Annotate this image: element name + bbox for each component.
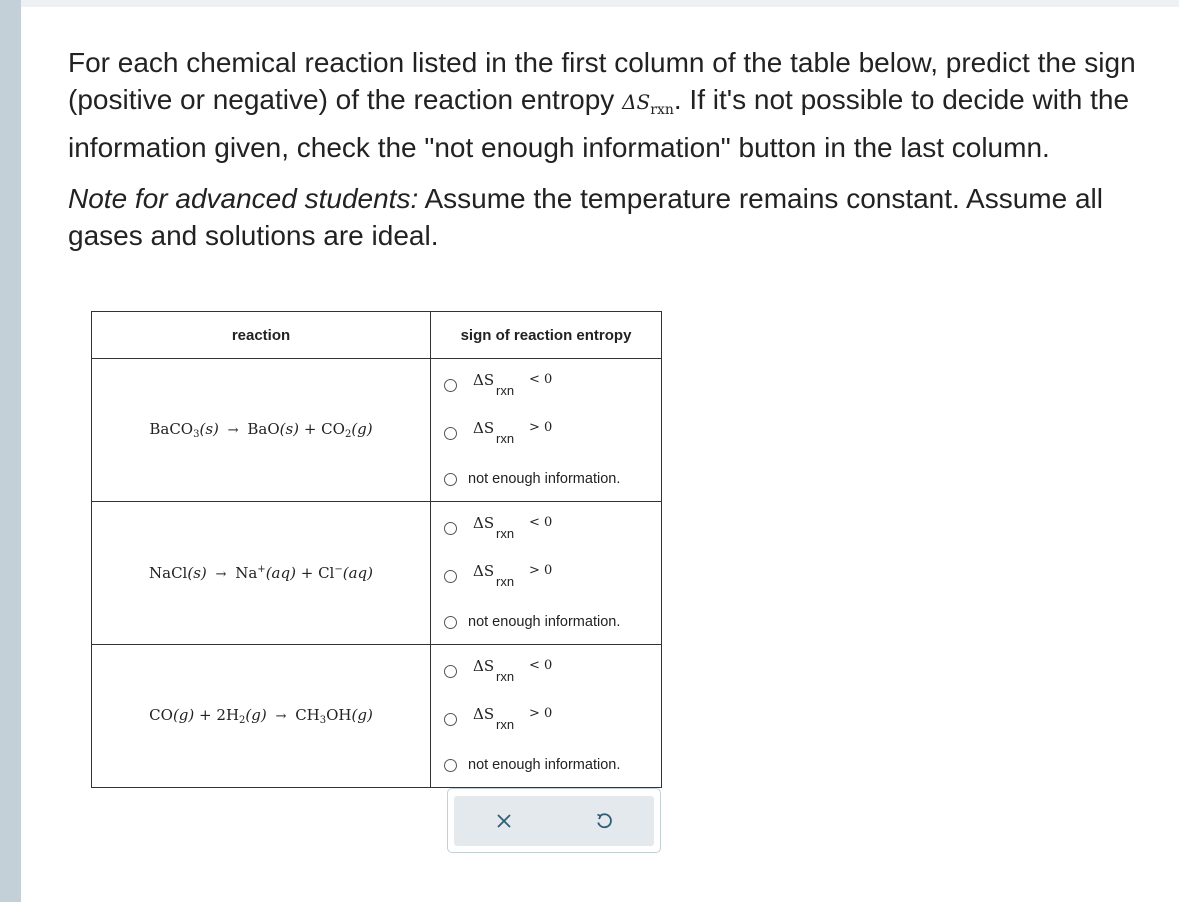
toolbar-inner bbox=[454, 796, 654, 846]
radio-button[interactable] bbox=[444, 379, 457, 392]
radio-button[interactable] bbox=[444, 427, 457, 440]
delta-s-rxn-symbol: $\Delta S_{rxn}$ bbox=[622, 90, 674, 118]
close-icon bbox=[496, 813, 512, 829]
reaction-1: BaCO$_3$(s) → $BaO(s) + CO_2(g)$ bbox=[92, 359, 431, 502]
radio-button[interactable] bbox=[444, 713, 457, 726]
option-positive[interactable]: ΔS rxn > 0 bbox=[444, 562, 553, 590]
reaction-table bbox=[91, 311, 662, 788]
option-negative[interactable]: ΔS rxn < 0 bbox=[444, 371, 553, 399]
radio-button[interactable] bbox=[444, 665, 457, 678]
option-negative[interactable]: ΔS rxn < 0 bbox=[444, 657, 553, 685]
radio-button[interactable] bbox=[444, 473, 457, 486]
answer-toolbar bbox=[447, 788, 661, 853]
option-not-enough-info[interactable]: not enough information. bbox=[444, 471, 620, 487]
top-strip bbox=[21, 0, 1179, 7]
radio-button[interactable] bbox=[444, 570, 457, 583]
table-row bbox=[92, 359, 662, 502]
arrow-icon: → bbox=[227, 423, 239, 438]
option-not-enough-info[interactable]: not enough information. bbox=[444, 757, 620, 773]
option-not-enough-info[interactable]: not enough information. bbox=[444, 614, 620, 630]
table-row bbox=[92, 645, 662, 788]
question-prompt bbox=[68, 44, 1148, 254]
table-row bbox=[92, 502, 662, 645]
option-negative[interactable]: ΔS rxn < 0 bbox=[444, 514, 553, 542]
undo-button[interactable] bbox=[554, 796, 654, 846]
note-paragraph: Note for advanced students: Assume the temperature remains constant. Assume all gases and solutions are ideal. bbox=[68, 183, 1103, 251]
left-sidebar-strip bbox=[0, 0, 21, 902]
sign-options-2 bbox=[431, 502, 662, 645]
clear-button[interactable] bbox=[454, 796, 554, 846]
header-reaction: reaction bbox=[92, 312, 431, 359]
instruction-paragraph: For each chemical reaction listed in the first column of the table below, predict the sign (positive or negative) of the reaction entropy $\Delta S_{rxn}$. If it's not possible to decide with the information given, check the "not enough information" button in the last column. bbox=[68, 47, 1136, 163]
reaction-2: NaCl(s) → Na+(aq) + Cl−(aq) bbox=[92, 502, 431, 645]
reaction-3: $CO(g) + 2H_2(g) \to CH_3OH(g)$ bbox=[92, 645, 431, 788]
option-positive[interactable]: ΔS rxn > 0 bbox=[444, 419, 553, 447]
header-sign: sign of reaction entropy bbox=[431, 312, 662, 359]
arrow-icon: → bbox=[275, 709, 287, 724]
option-positive[interactable]: ΔS rxn > 0 bbox=[444, 705, 553, 733]
undo-icon bbox=[595, 812, 613, 830]
arrow-icon: → bbox=[215, 567, 227, 582]
table-header-row bbox=[92, 312, 662, 359]
sign-options-3 bbox=[431, 645, 662, 788]
radio-button[interactable] bbox=[444, 522, 457, 535]
radio-button[interactable] bbox=[444, 759, 457, 772]
radio-button[interactable] bbox=[444, 616, 457, 629]
sign-options-1 bbox=[431, 359, 662, 502]
